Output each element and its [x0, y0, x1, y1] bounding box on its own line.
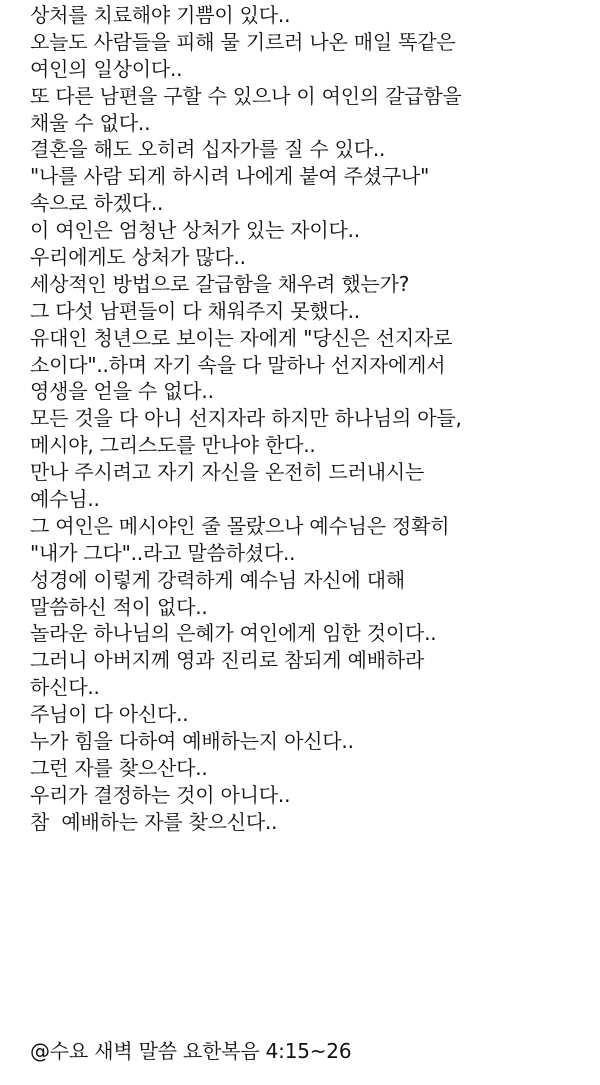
text-line: 결혼을 해도 오히려 십자가를 질 수 있다.. [30, 137, 386, 162]
text-line: 채울 수 없다.. [30, 110, 151, 135]
text-line: 모든 것을 다 아니 선지자라 하지만 하나님의 아들, [30, 406, 462, 431]
text-line: 놀라운 하나님의 은혜가 여인에게 임한 것이다.. [30, 621, 437, 646]
text-line: 그 다섯 남편들이 다 채워주지 못했다.. [30, 298, 360, 323]
text-line: 하신다.. [30, 675, 100, 700]
text-line: 세상적인 방법으로 갈급함을 채우려 했는가? [30, 271, 410, 296]
text-line: 그런 자를 찾으산다.. [30, 755, 208, 780]
text-line: "내가 그다"..라고 말씀하셨다.. [30, 540, 296, 565]
text-line: 우리에게도 상처가 많다.. [30, 245, 246, 270]
text-line: 유대인 청년으로 보이는 자에게 "당신은 선지자로 [30, 325, 453, 350]
text-line: "나를 사람 되게 하시려 나에게 붙여 주셨구나" [30, 164, 430, 189]
text-line: 성경에 이렇게 강력하게 예수님 자신에 대해 [30, 567, 405, 592]
text-line: 이 여인은 엄청난 상처가 있는 자이다.. [30, 218, 360, 243]
text-line: 만나 주시려고 자기 자신을 온전히 드러내시는 [30, 460, 425, 485]
text-line: 그 여인은 메시야인 줄 몰랐으나 예수님은 정확히 [30, 513, 450, 538]
text-line: 주님이 다 아신다.. [30, 702, 189, 727]
scripture-source-caption: @수요 새벽 말씀 요한복음 4:15~26 [30, 1039, 352, 1063]
text-line: 영생을 얻을 수 없다.. [30, 379, 214, 404]
text-line: 그러니 아버지께 영과 진리로 참되게 예배하라 [30, 648, 425, 673]
text-line: 오늘도 사람들을 피해 물 기르러 나온 매일 똑같은 [30, 29, 456, 54]
text-line: 또 다른 남편을 구할 수 있으나 이 여인의 갈급함을 [30, 83, 462, 108]
text-line: 속으로 하겠다.. [30, 191, 164, 216]
text-line: 말씀하신 적이 없다.. [30, 594, 208, 619]
sermon-text-block [30, 2, 590, 836]
text-line: 소이다"..하며 자기 속을 다 말하나 선지자에게서 [30, 352, 446, 377]
text-line: 메시야, 그리스도를 만나야 한다.. [30, 433, 316, 458]
text-line: 여인의 일상이다.. [30, 56, 183, 81]
text-line: 예수님.. [30, 487, 100, 512]
text-line: 우리가 결정하는 것이 아니다.. [30, 782, 291, 807]
text-line: 참 예배하는 자를 찾으신다.. [30, 809, 278, 834]
text-line: 상처를 치료해야 기쁨이 있다.. [30, 3, 291, 27]
text-line: 누가 힘을 다하여 예배하는지 아신다.. [30, 729, 354, 754]
